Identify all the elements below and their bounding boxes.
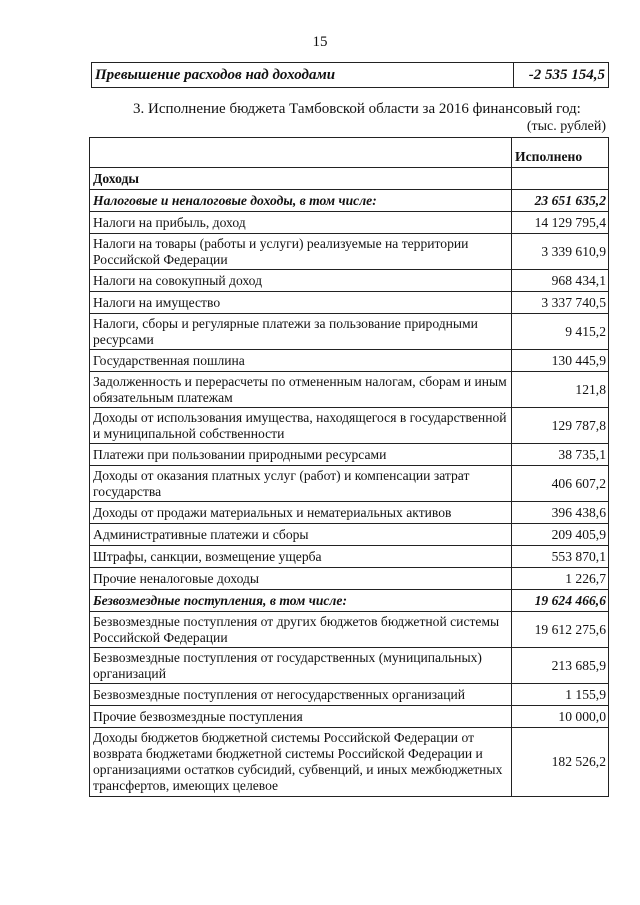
table-row [90, 408, 609, 444]
table-row [90, 314, 609, 350]
row-label: Доходы от использования имущества, находящегося в государственной и муниципальной собственности [90, 408, 512, 444]
row-label: Налоги, сборы и регулярные платежи за пользование природными ресурсами [90, 314, 512, 350]
row-label: Государственная пошлина [90, 350, 512, 372]
row-value: 968 434,1 [512, 270, 609, 292]
summary-row [92, 63, 609, 88]
table-row [90, 612, 609, 648]
table-row [90, 684, 609, 706]
row-label: Налоги на прибыль, доход [90, 212, 512, 234]
summary-label: Превышение расходов над доходами [92, 63, 514, 88]
row-value: 121,8 [512, 372, 609, 408]
table-row [90, 270, 609, 292]
row-label: Налоги на товары (работы и услуги) реализуемые на территории Российской Федерации [90, 234, 512, 270]
header-executed-cell: Исполнено [512, 138, 609, 168]
budget-table [89, 137, 609, 797]
row-value: 3 339 610,9 [512, 234, 609, 270]
row-value [512, 168, 609, 190]
row-label: Прочие неналоговые доходы [90, 568, 512, 590]
table-row [90, 212, 609, 234]
row-label: Безвозмездные поступления от негосударственных организаций [90, 684, 512, 706]
row-value: 14 129 795,4 [512, 212, 609, 234]
table-row [90, 546, 609, 568]
row-label: Безвозмездные поступления, в том числе: [90, 590, 512, 612]
table-row [90, 190, 609, 212]
budget-table-body [90, 138, 609, 797]
header-label-cell [90, 138, 512, 168]
table-row [90, 466, 609, 502]
table-row [90, 524, 609, 546]
row-value: 19 612 275,6 [512, 612, 609, 648]
section-title: 3. Исполнение бюджета Тамбовской области за 2016 финансовый год: [133, 101, 581, 117]
row-value: 396 438,6 [512, 502, 609, 524]
row-label: Доходы от оказания платных услуг (работ) и компенсации затрат государства [90, 466, 512, 502]
table-row [90, 350, 609, 372]
row-label: Административные платежи и сборы [90, 524, 512, 546]
table-row [90, 444, 609, 466]
row-value: 182 526,2 [512, 728, 609, 797]
units-label: (тыс. рублей) [526, 119, 606, 134]
table-row [90, 502, 609, 524]
row-value: 1 155,9 [512, 684, 609, 706]
row-value: 38 735,1 [512, 444, 609, 466]
row-label: Доходы от продажи материальных и нематериальных активов [90, 502, 512, 524]
table-row [90, 706, 609, 728]
table-row [90, 728, 609, 797]
row-value: 213 685,9 [512, 648, 609, 684]
table-header-row [90, 138, 609, 168]
table-row [90, 648, 609, 684]
row-label: Штрафы, санкции, возмещение ущерба [90, 546, 512, 568]
table-row [90, 568, 609, 590]
row-label: Безвозмездные поступления от государственных (муниципальных) организаций [90, 648, 512, 684]
row-label: Безвозмездные поступления от других бюджетов бюджетной системы Российской Федерации [90, 612, 512, 648]
row-label: Налоги на имущество [90, 292, 512, 314]
page-number: 15 [312, 34, 328, 50]
row-label: Налоги на совокупный доход [90, 270, 512, 292]
table-row [90, 372, 609, 408]
summary-value: -2 535 154,5 [514, 63, 609, 88]
row-value: 209 405,9 [512, 524, 609, 546]
row-value: 1 226,7 [512, 568, 609, 590]
summary-table [91, 62, 609, 88]
row-label: Доходы бюджетов бюджетной системы Российской Федерации от возврата бюджетами бюджетной системы Российской Федерации и организациями остатков субсидий, субвенций, и иных межбюджетных трансфертов, имеющих целевое [90, 728, 512, 797]
table-row [90, 292, 609, 314]
row-value: 553 870,1 [512, 546, 609, 568]
row-label: Налоговые и неналоговые доходы, в том числе: [90, 190, 512, 212]
row-label: Платежи при пользовании природными ресурсами [90, 444, 512, 466]
row-label: Прочие безвозмездные поступления [90, 706, 512, 728]
table-row [90, 168, 609, 190]
row-value: 10 000,0 [512, 706, 609, 728]
row-value: 23 651 635,2 [512, 190, 609, 212]
row-value: 129 787,8 [512, 408, 609, 444]
row-value: 3 337 740,5 [512, 292, 609, 314]
row-label: Доходы [90, 168, 512, 190]
row-label: Задолженность и перерасчеты по отмененным налогам, сборам и иным обязательным платежам [90, 372, 512, 408]
row-value: 9 415,2 [512, 314, 609, 350]
table-row [90, 590, 609, 612]
row-value: 406 607,2 [512, 466, 609, 502]
row-value: 130 445,9 [512, 350, 609, 372]
table-row [90, 234, 609, 270]
row-value: 19 624 466,6 [512, 590, 609, 612]
